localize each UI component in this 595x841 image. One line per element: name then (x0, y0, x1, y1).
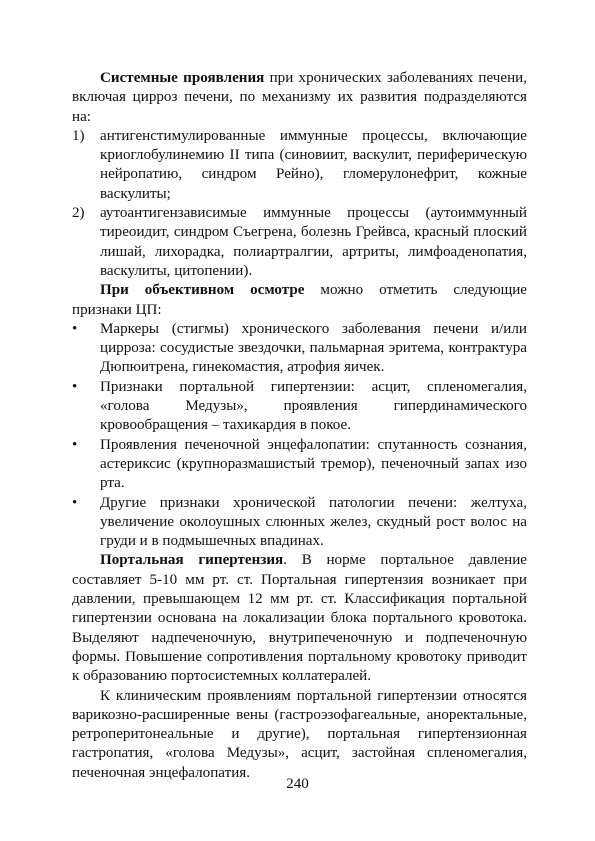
bullet-marker: • (72, 494, 78, 511)
numbered-list (72, 127, 527, 281)
page-body (72, 69, 527, 783)
list-item-text: антигенстимулированные иммунные процессы, включающие криоглобулинемию II типа (синовиит, васкулит, периферическую нейропатию, синдром Рейно), гломерулонефрит, кожные васкулиты; (100, 127, 527, 202)
heading-exam: При объективном осмотре (100, 282, 305, 299)
list-item (72, 127, 527, 204)
paragraph-exam-text: можно отметить следующие признаки ЦП: (72, 282, 527, 318)
list-item-text: Другие признаки хронической патологии печени: желтуха, увеличение околоушных слюнных желез, скудный рост волос на груди и в подмышечных впадинах. (100, 494, 527, 550)
paragraph-portal-text: . В норме портальное давление составляет 5-10 мм рт. ст. Портальная гипертензия возникает при давлении, превышающем 12 мм рт. ст. Классификация портальной гипертензии основана на локализации блока портального кровотока. Выделяют надпеченочную, внутрипеченочную и подпеченочную формы. Повышение сопротивления портальному кровотоку приводит к образованию портосистемных коллатералей. (72, 552, 527, 685)
bullet-marker: • (72, 320, 78, 337)
list-item (72, 320, 527, 378)
heading-systemic: Системные проявления (100, 70, 265, 86)
heading-portal: Портальная гипертензия (100, 552, 284, 569)
bullet-marker: • (72, 436, 78, 453)
page-number: 240 (286, 776, 309, 792)
list-item-text: Маркеры (стигмы) хронического заболевания печени и/или цирроза: сосудистые звездочки, пальмарная эритема, контрактура Дюпюитрена, гинекомастия, атрофия яичек. (100, 320, 527, 376)
paragraph-clinical: К клиническим проявлениям портальной гипертензии относятся варикозно-расширенные вены (гастроэзофагеальные, аноректальные, ретроперитонеальные и другие), портальная гипертензионная гастропатия, «голова Медузы», асцит, застойная спленомегалия, печеночная энцефалопатия. (72, 687, 527, 781)
paragraph-systemic-text: при хронических заболеваниях печени, включая цирроз печени, по механизму их развития подразделяются на: (72, 70, 527, 125)
list-item (72, 378, 527, 436)
paragraph-portal (72, 551, 527, 686)
list-marker: 2) (72, 205, 85, 222)
list-item (72, 494, 527, 552)
list-item (72, 436, 527, 494)
list-item-text: аутоантигензависимые иммунные процессы (аутоиммунный тиреоидит, синдром Съегрена, болезнь Грейвса, красный плоский лишай, лихорадка, полиартралгии, артриты, лимфоаденопатия, васкулиты, цитопении). (100, 205, 527, 279)
list-marker: 1) (72, 127, 85, 144)
paragraph-exam (72, 281, 527, 320)
paragraph-systemic (72, 69, 527, 127)
bullet-list (72, 320, 527, 552)
list-item (72, 204, 527, 281)
list-item-text: Проявления печеночной энцефалопатии: спутанность сознания, астериксис (крупноразмашистый тремор), печеночный запах изо рта. (100, 436, 527, 492)
list-item-text: Признаки портальной гипертензии: асцит, спленомегалия, «голова Медузы», проявления гипердинамического кровообращения – тахикардия в покое. (100, 378, 527, 434)
bullet-marker: • (72, 378, 78, 395)
